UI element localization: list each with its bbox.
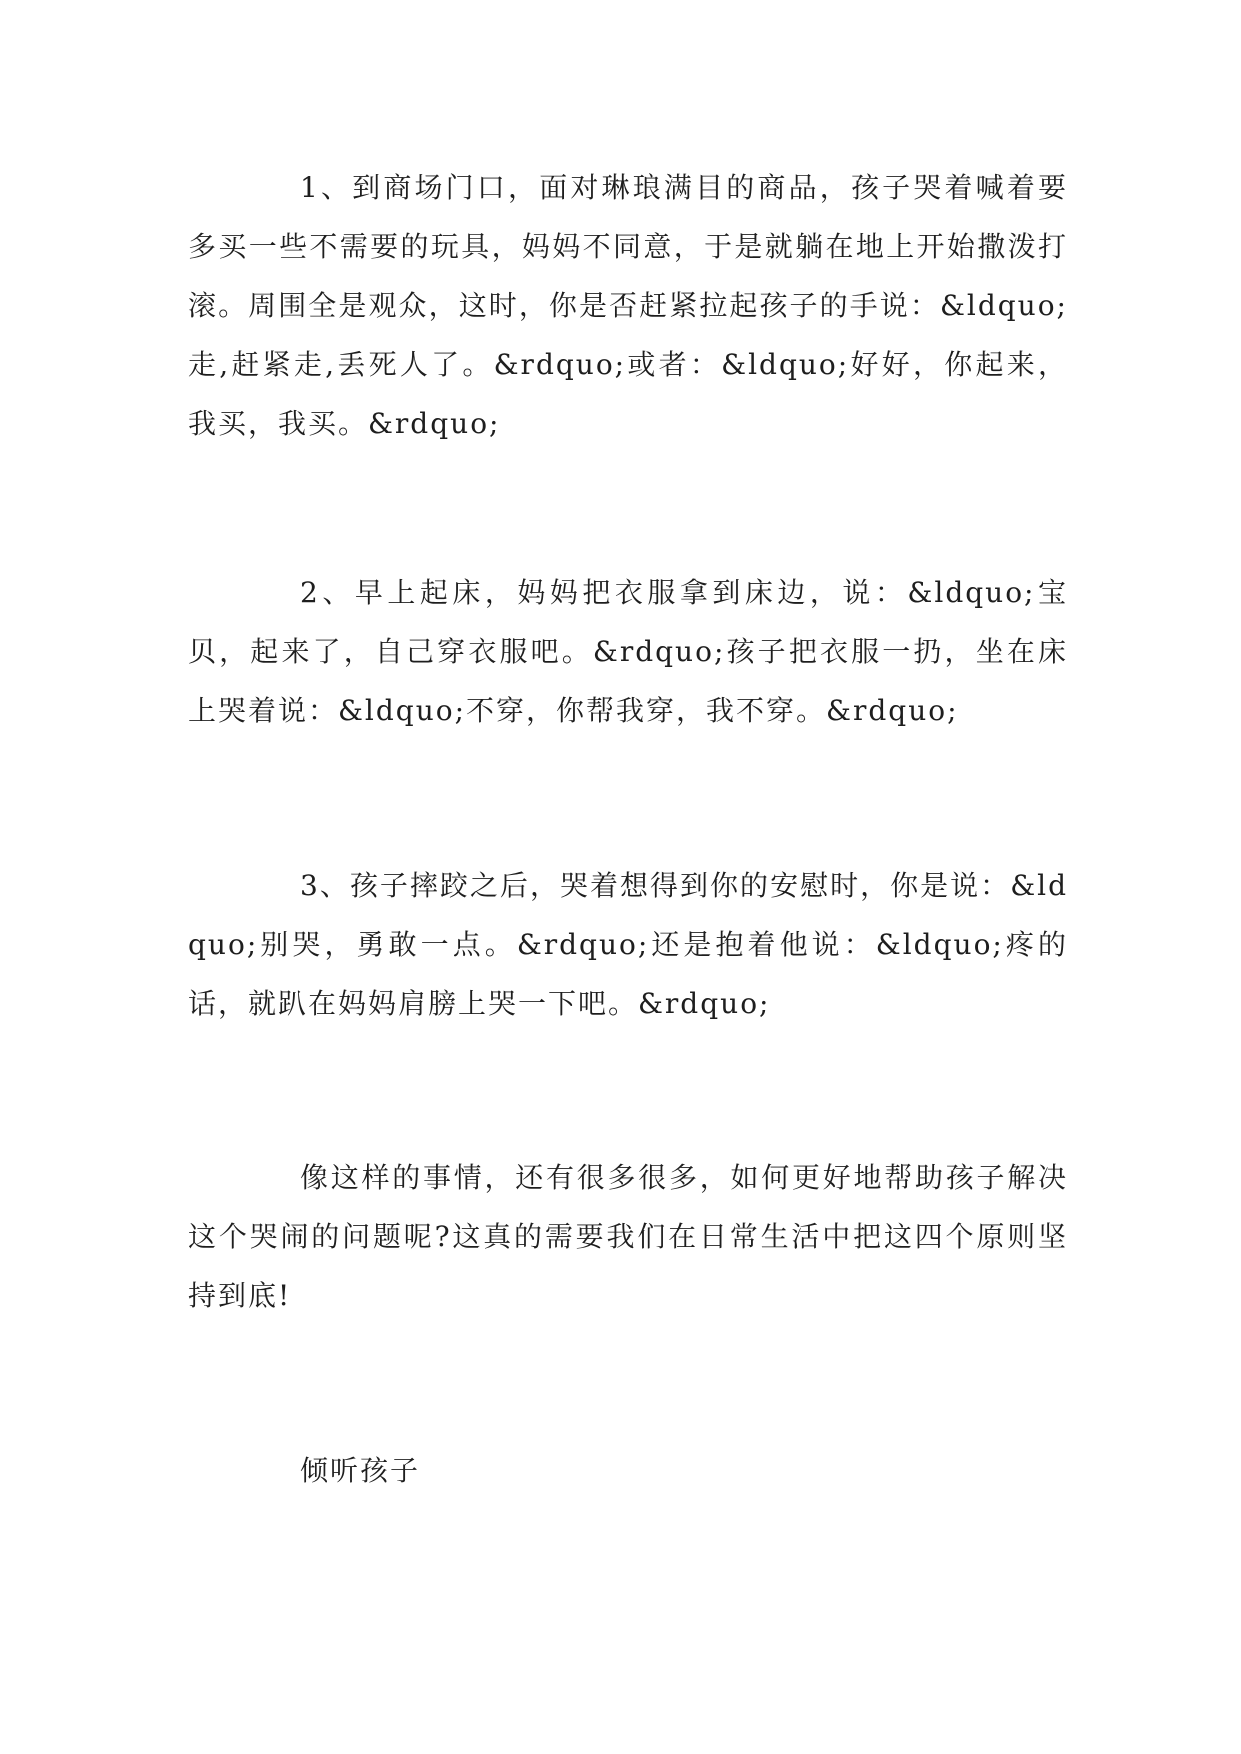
paragraph-mall-tantrum: 1、到商场门口，面对琳琅满目的商品，孩子哭着喊着要多买一些不需要的玩具，妈妈不同意，于是就躺在地上开始撒泼打滚。周围全是观众，这时，你是否赶紧拉起孩子的手说：&ldquo;走,赶紧走,丢死人了。&rdquo;或者：&ldquo;好好，你起来，我买，我买。&rdquo; xyxy=(188,171,1068,440)
section-heading-listen-to-child: 倾听孩子 xyxy=(300,1454,421,1487)
paragraph-morning-dressing: 2、早上起床，妈妈把衣服拿到床边，说：&ldquo;宝贝，起来了，自己穿衣服吧。&rdquo;孩子把衣服一扔，坐在床上哭着说：&ldquo;不穿，你帮我穿，我不穿。&rdquo; xyxy=(188,576,1068,727)
paragraph-principles-intro: 像这样的事情，还有很多很多，如何更好地帮助孩子解决这个哭闹的问题呢?这真的需要我们在日常生活中把这四个原则坚持到底! xyxy=(188,1161,1068,1312)
paragraph-fall-comfort: 3、孩子摔跤之后，哭着想得到你的安慰时，你是说：&ldquo;别哭，勇敢一点。&rdquo;还是抱着他说：&ldquo;疼的话，就趴在妈妈肩膀上哭一下吧。&rdquo; xyxy=(188,869,1068,1020)
